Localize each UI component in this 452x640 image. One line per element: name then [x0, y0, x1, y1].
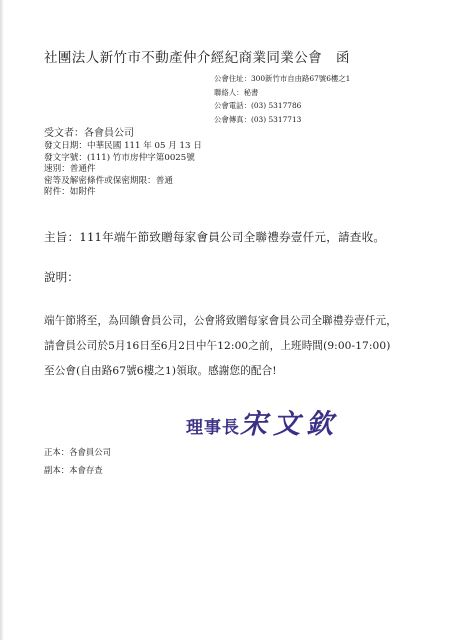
document-meta-block: [44, 127, 202, 199]
signature-name: 宋文欽: [240, 409, 339, 440]
attachment: 附件：如附件: [44, 187, 96, 198]
org-phone: 公會電話：(03) 5317786: [214, 101, 302, 111]
document-header: [44, 46, 350, 66]
security-level: 密等及解密條件或保密期限：普通: [44, 175, 173, 186]
org-fax: 公會傳真：(03) 5317713: [214, 114, 302, 124]
subject-line: 主旨：111年端午節致贈每家會員公司全聯禮券壹仟元，請查收。: [44, 230, 386, 244]
delivery-speed: 速別：普通件: [44, 164, 96, 175]
body-line: 至公會(自由路67號6樓之1)領取。感謝您的配合!: [44, 365, 277, 377]
signature-title: 理事長: [186, 418, 240, 438]
issue-date: 發文日期：中華民國 111 年 05 月 13 日: [44, 141, 202, 151]
organization-contact-block: [214, 72, 350, 126]
body-line: 請會員公司於5月16日至6月2日中午12:00之前，上班時間(9:00-17:00): [44, 340, 391, 352]
recipient: 受文者：各會員公司: [44, 128, 134, 139]
main-copy-recipient: 正本：各會員公司: [44, 447, 111, 457]
distribution-block: [44, 443, 111, 479]
carbon-copy-recipient: 副本：本會存查: [44, 465, 103, 476]
org-address: 公會住址：300新竹市自由路67號6樓之1: [214, 74, 351, 83]
organization-name: 社團法人新竹市不動產仲介經紀商業同業公會: [44, 50, 322, 66]
explanation-label: 說明：: [44, 270, 79, 284]
org-contact-person: 聯絡人：秘書: [214, 87, 259, 97]
chairman-signature: [186, 402, 339, 441]
body-line: 端午節將至，為回饋會員公司，公會將致贈每家會員公司全聯禮券壹仟元，: [44, 315, 397, 327]
explanation-body: [44, 309, 397, 384]
scan-edge-shadow: [0, 0, 4, 640]
document-type: 函: [336, 50, 350, 66]
issue-number: 發文字號：(111) 竹市房仲字第0025號: [44, 152, 195, 163]
